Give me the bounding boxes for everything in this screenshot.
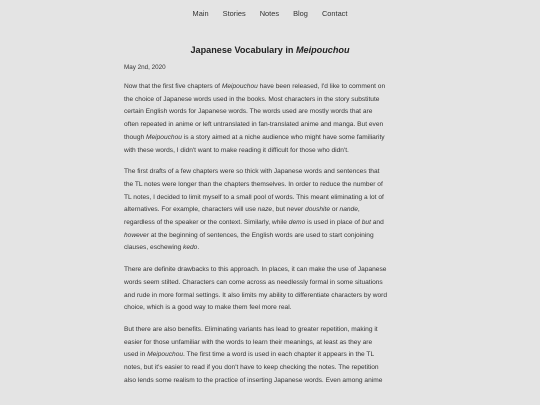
paragraph-line xyxy=(124,204,416,217)
nav-link-main[interactable]: Main xyxy=(192,9,209,18)
article-title-prefix: Japanese Vocabulary in xyxy=(190,45,296,55)
text-run: regardless of the speaker or the context. Similarly, while xyxy=(124,219,289,227)
text-run: alternatives. For example, characters will use xyxy=(124,206,258,214)
italic-term: nande xyxy=(339,206,358,214)
italic-term: but xyxy=(361,219,371,227)
italic-term: Meipouchou xyxy=(147,351,184,359)
article-title-italic: Meipouchou xyxy=(295,45,350,55)
text-run: though xyxy=(124,133,146,141)
italic-term: Meipouchou xyxy=(221,83,258,90)
paragraph-line xyxy=(124,94,416,107)
text-run: at the beginning of sentences, the English words are used to start conjoining xyxy=(148,231,374,239)
paragraph-line xyxy=(124,166,416,179)
text-run: clauses, eschewing xyxy=(124,244,184,252)
text-run: There are definite drawbacks to this approach. In places, it can make the use of Japanese xyxy=(124,266,387,274)
paragraph-line xyxy=(124,81,416,94)
text-run: notes, but it's easier to read if you don't have to keep checking the notes. The repetition xyxy=(124,364,379,372)
text-run: easier for those unfamiliar with the words to learn their meanings, at least as they are xyxy=(124,338,373,346)
text-run: Now that the first five chapters of xyxy=(124,83,222,90)
italic-term: doushite xyxy=(305,206,331,214)
paragraph-line xyxy=(124,106,416,119)
article-paragraph xyxy=(124,264,416,315)
top-navigation xyxy=(0,9,540,19)
paragraph-line xyxy=(124,179,416,192)
paragraph-line xyxy=(124,324,416,337)
article-paragraph xyxy=(124,81,416,157)
italic-term: Meipouchou xyxy=(146,133,182,141)
paragraph-line xyxy=(124,145,416,158)
nav-link-contact[interactable]: Contact xyxy=(321,9,348,18)
italic-term: kedo xyxy=(183,244,198,252)
text-run: TL notes, I decided to limit myself to a small pool of words. This meant eliminating a lot of xyxy=(124,193,384,201)
italic-term: naze xyxy=(257,206,273,214)
paragraph-line xyxy=(124,132,416,145)
nav-link-stories[interactable]: Stories xyxy=(222,9,246,18)
blog-article xyxy=(124,44,416,387)
article-paragraph xyxy=(124,324,416,388)
italic-term: however xyxy=(124,231,149,239)
text-run: the TL notes were longer than the chapters themselves. In order to reduce the number of xyxy=(124,180,383,188)
nav-link-blog[interactable]: Blog xyxy=(293,9,308,18)
text-run: . The first time a word is used in each chapter it appears in the TL xyxy=(183,351,375,359)
paragraph-line xyxy=(124,302,416,315)
text-run: , but never xyxy=(272,206,306,214)
paragraph-line xyxy=(124,192,416,205)
text-run: and xyxy=(370,219,384,227)
text-run: used in xyxy=(124,351,148,359)
text-run: often repeated in anime or left untranslated in fan-translated anime and manga. But even xyxy=(124,121,384,129)
text-run: is a story aimed at a niche audience who might have some familiarity xyxy=(181,133,385,141)
paragraph-line xyxy=(124,337,416,350)
article-title xyxy=(124,44,416,56)
text-run: have been released, I'd like to comment on xyxy=(257,83,386,90)
paragraph-line xyxy=(124,349,416,362)
text-run: with these words, I didn't want to make reading it difficult for those who didn't. xyxy=(124,146,349,154)
paragraph-line xyxy=(124,217,416,230)
paragraph-line xyxy=(124,290,416,303)
text-run: . xyxy=(197,244,200,252)
article-body xyxy=(124,81,416,387)
text-run: or xyxy=(330,206,340,214)
paragraph-line xyxy=(124,119,416,132)
text-run: , xyxy=(357,206,360,214)
text-run: and rude in more formal settings. It also limits my ability to differentiate characters by word xyxy=(124,291,388,299)
article-paragraph xyxy=(124,166,416,255)
text-run: also lends some realism to the practice of inserting Japanese words. Even among anime xyxy=(124,376,383,384)
paragraph-line xyxy=(124,242,416,255)
article-date: May 2nd, 2020 xyxy=(124,64,166,71)
paragraph-line xyxy=(124,230,416,243)
text-run: certain English words for Japanese words. The words used are mostly words that are xyxy=(124,108,373,116)
text-run: But there are also benefits. Eliminating variants has lead to greater repetition, making it xyxy=(124,325,378,333)
paragraph-line xyxy=(124,375,416,388)
paragraph-line xyxy=(124,277,416,290)
italic-term: demo xyxy=(288,219,306,227)
text-run: the choice of Japanese words used in the books. Most characters in the story substitute xyxy=(124,95,380,103)
paragraph-line xyxy=(124,264,416,277)
text-run: is used in place of xyxy=(305,219,362,227)
nav-link-notes[interactable]: Notes xyxy=(259,9,280,18)
paragraph-line xyxy=(124,362,416,375)
text-run: choice, which is a good way to make them feel more real. xyxy=(124,304,292,312)
text-run: The first drafts of a few chapters were so thick with Japanese words and sentences that xyxy=(124,168,380,176)
text-run: words seem stilted. Characters can come across as needlessly formal in some situations xyxy=(124,278,383,286)
